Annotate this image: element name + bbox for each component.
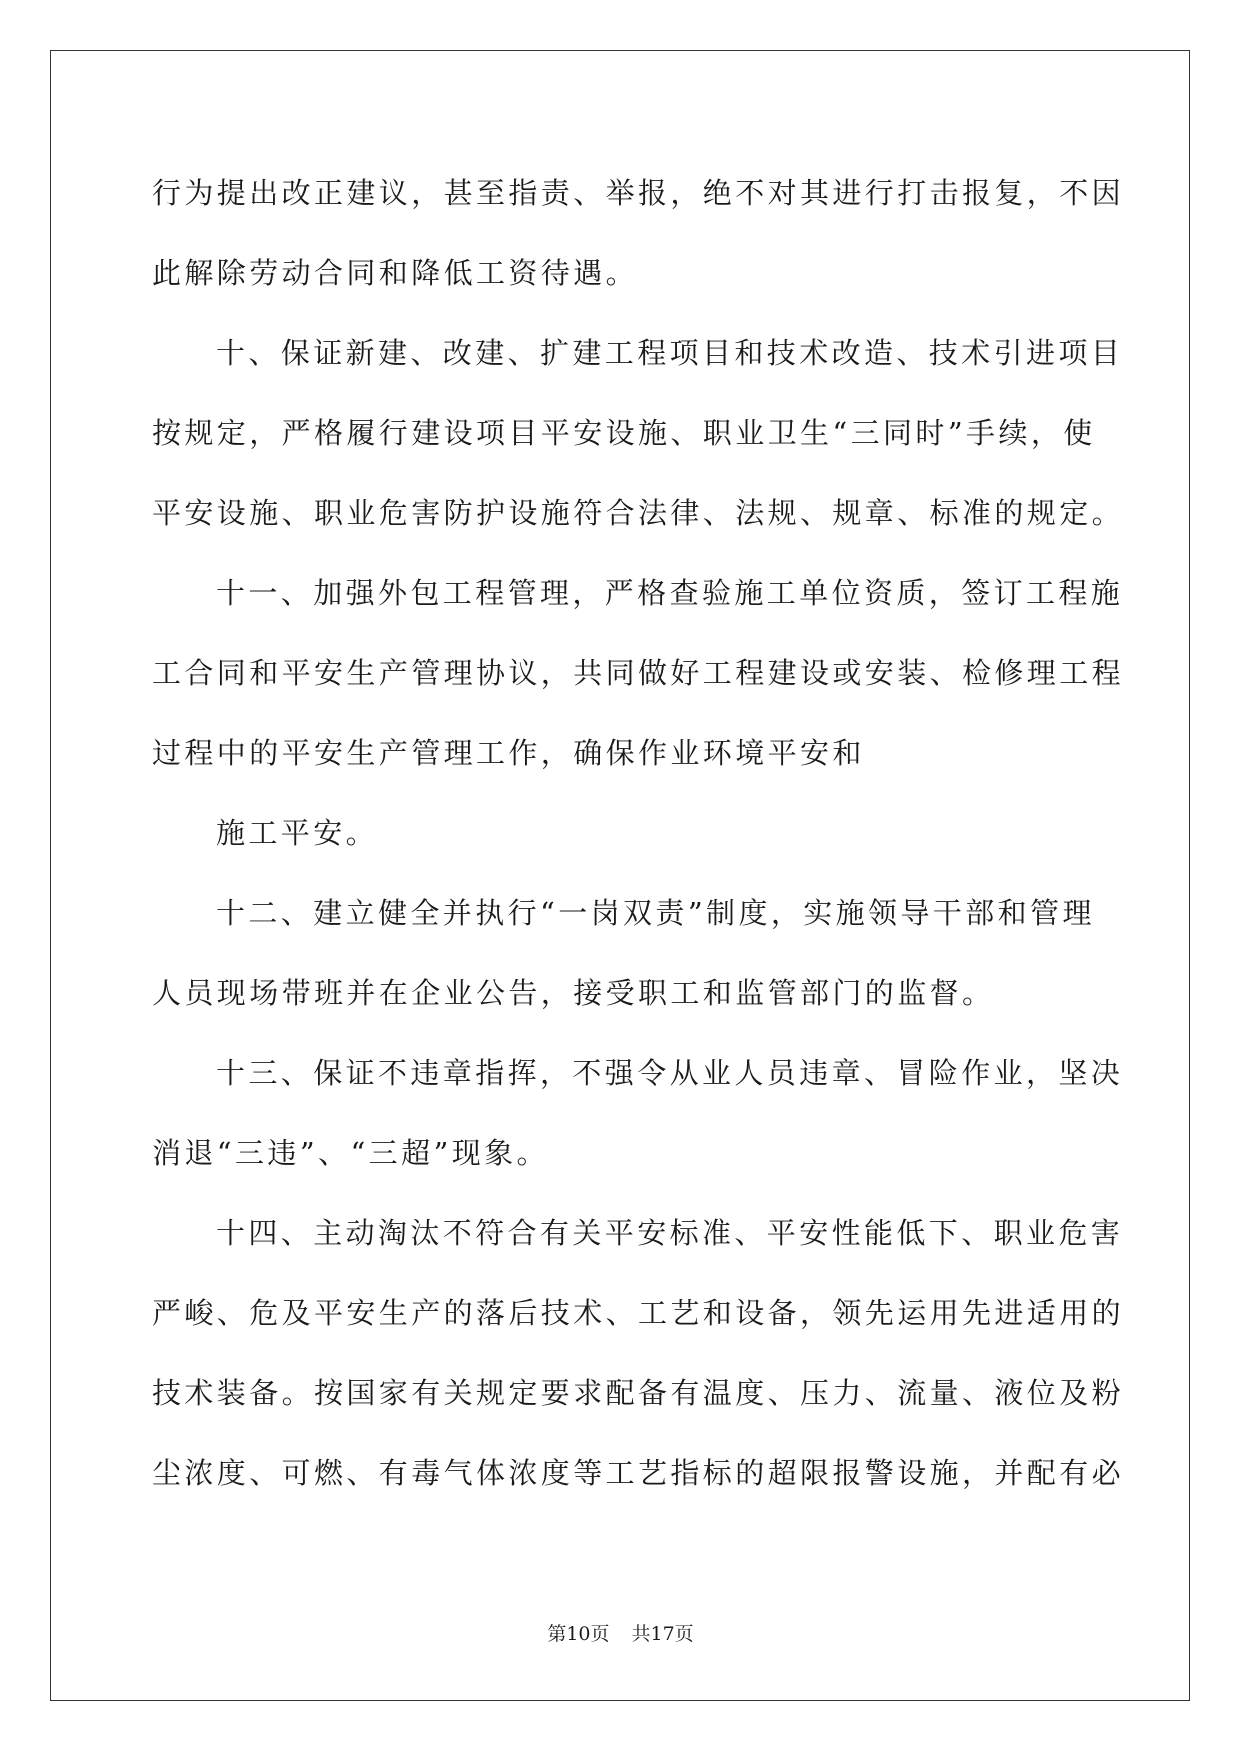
text-line: 工合同和平安生产管理协议，共同做好工程建设或安装、检修理工程 <box>152 656 1125 690</box>
text-line: 十四、主动淘汰不符合有关平安标准、平安性能低下、职业危害 <box>216 1216 1124 1250</box>
text-line: 严峻、危及平安生产的落后技术、工艺和设备，领先运用先进适用的 <box>152 1296 1125 1330</box>
text-line: 十三、保证不违章指挥，不强令从业人员违章、冒险作业，坚决 <box>216 1056 1124 1090</box>
text-line: 过程中的平安生产管理工作，确保作业环境平安和 <box>152 736 865 770</box>
page-footer <box>0 1622 1241 1646</box>
text-line: 十二、建立健全并执行“一岗双责”制度，实施领导干部和管理 <box>216 896 1095 930</box>
page-number-total: 共17页 <box>631 1623 694 1645</box>
text-line: 平安设施、职业危害防护设施符合法律、法规、规章、标准的规定。 <box>152 496 1125 530</box>
text-line: 消退“三违”、“三超”现象。 <box>152 1136 549 1170</box>
text-line: 人员现场带班并在企业公告，接受职工和监管部门的监督。 <box>152 976 995 1010</box>
text-line: 十一、加强外包工程管理，严格查验施工单位资质，签订工程施 <box>216 576 1124 610</box>
text-line: 技术装备。按国家有关规定要求配备有温度、压力、流量、液位及粉 <box>152 1376 1125 1410</box>
text-line: 尘浓度、可燃、有毒气体浓度等工艺指标的超限报警设施，并配有必 <box>152 1456 1125 1490</box>
text-line: 十、保证新建、改建、扩建工程项目和技术改造、技术引进项目 <box>216 336 1124 370</box>
text-line: 施工平安。 <box>216 816 379 850</box>
page-number-current: 第10页 <box>547 1623 610 1645</box>
text-line: 此解除劳动合同和降低工资待遇。 <box>152 256 639 290</box>
text-line: 行为提出改正建议，甚至指责、举报，绝不对其进行打击报复，不因 <box>152 176 1125 210</box>
text-line: 按规定，严格履行建设项目平安设施、职业卫生“三同时”手续，使 <box>152 416 1096 450</box>
